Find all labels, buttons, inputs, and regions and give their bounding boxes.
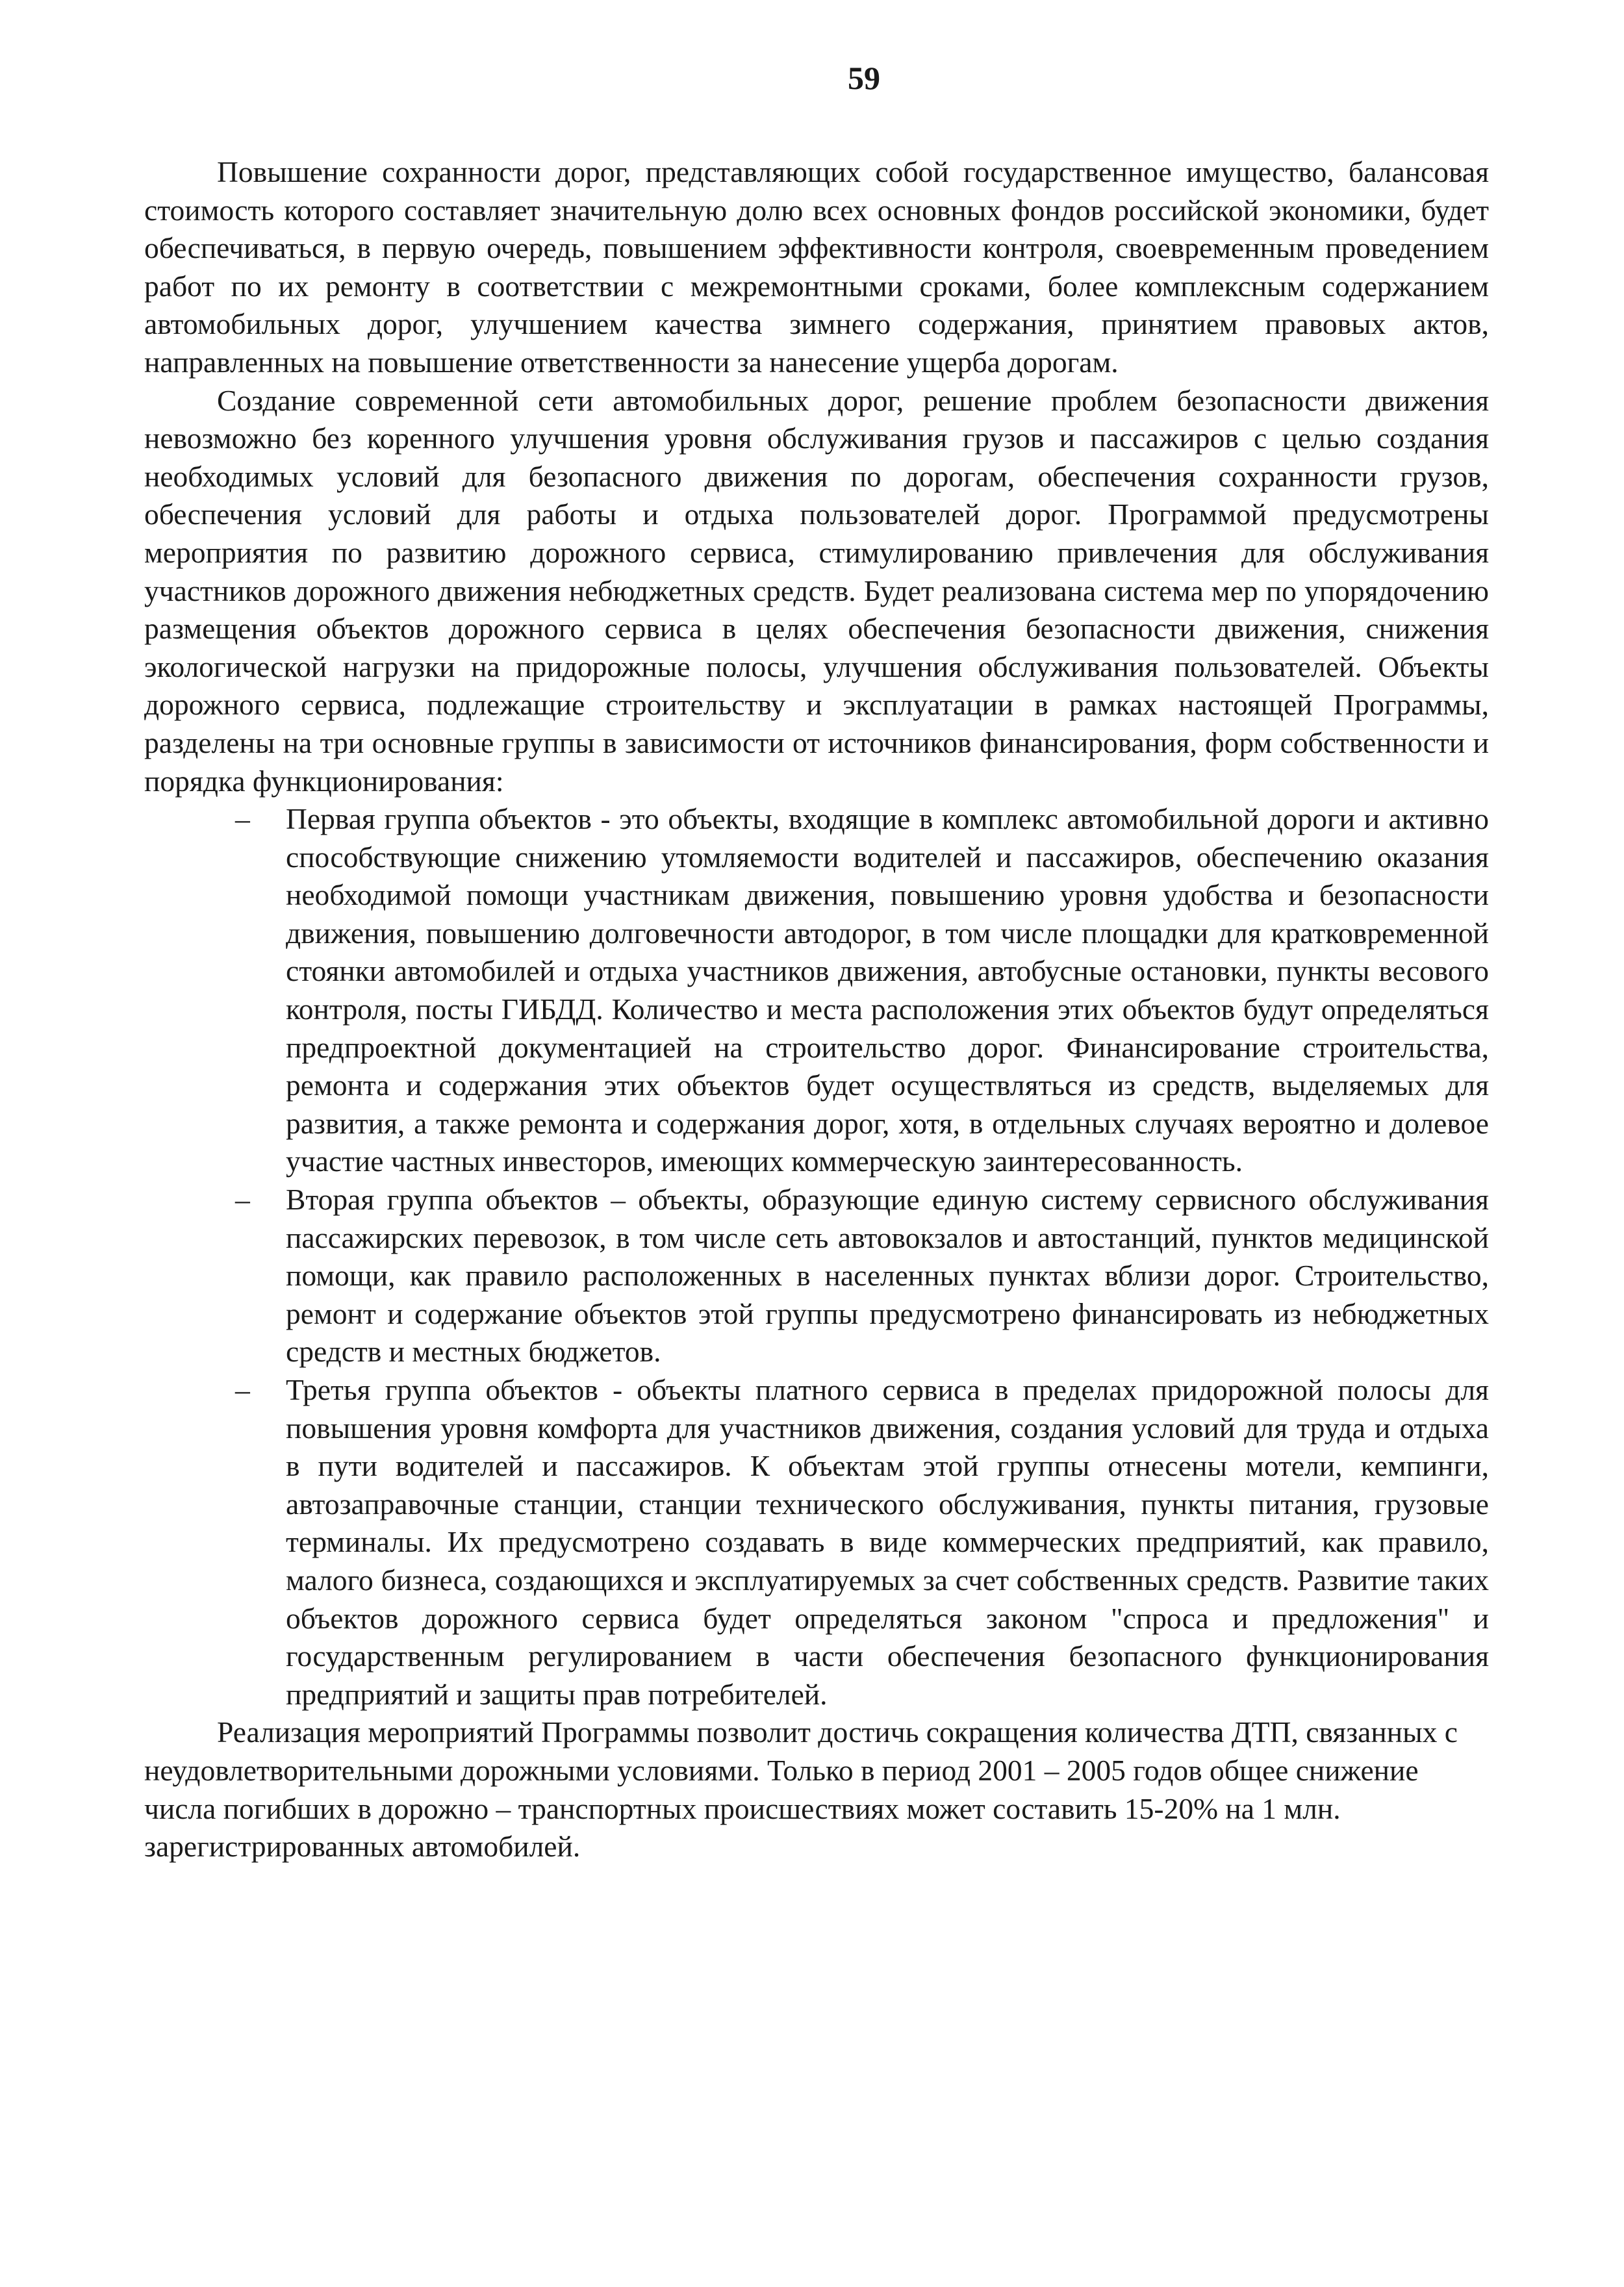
dash-marker: – (235, 1373, 250, 1406)
paragraph-road-preservation: Повышение сохранности дорог, представляющих собой государственное имущество, балансовая стоимость которого составляет значительную долю всех основных фондов российской экономики, будет обеспечиваться, в первую очередь, повышением эффективности контроля, своевременным проведением работ по их ремонту в соответствии с межремонтными сроками, более комплексным содержанием автомобильных дорог, улучшением качества зимнего содержания, принятием правовых актов, направленных на повышение ответственности за нанесение ущерба дорогам. (144, 155, 1489, 379)
dash-marker: – (235, 802, 250, 836)
paragraph-program-results: Реализация мероприятий Программы позволит достичь сокращения количества ДТП, связанных с неудовлетворительными дорожными условиями. Только в период 2001 – 2005 годов общее снижение числа погибших в дорожно – транспортных происшествиях может составить 15-20% на 1 млн. зарегистрированных автомобилей. (144, 1715, 1458, 1864)
document-body (144, 153, 1489, 1866)
dash-marker: – (235, 1183, 250, 1217)
paragraph-road-service: Создание современной сети автомобильных дорог, решение проблем безопасности движения невозможно без коренного улучшения уровня обслуживания грузов и пассажиров с целью создания необходимых условий для безопасного движения по дорогам, обеспечения сохранности грузов, обеспечения условий для работы и отдыха пользователей дорог. Программой предусмотрены мероприятия по развитию дорожного сервиса, стимулированию привлечения для обслуживания участников дорожного движения небюджетных средств. Будет реализована система мер по упорядочению размещения объектов дорожного сервиса в целях обеспечения безопасности движения, снижения экологической нагрузки на придорожные полосы, улучшения обслуживания пользователей. Объекты дорожного сервиса, подлежащие строительству и эксплуатации в рамках настоящей Программы, разделены на три основные группы в зависимости от источников финансирования, форм собственности и порядка функционирования: (144, 383, 1489, 798)
list-item-third-group (144, 1371, 1489, 1713)
list-item-second-group (144, 1181, 1489, 1371)
list-item-first-group (144, 800, 1489, 1181)
list-item-text: Первая группа объектов - это объекты, входящие в комплекс автомобильной дороги и активно способствующие снижению утомляемости водителей и пассажиров, обеспечению оказания необходимой помощи участникам движения, повышению уровня удобства и безопасности движения, повышению долговечности автодорог, в том числе площадки для кратковременной стоянки автомобилей и отдыха участников движения, автобусные остановки, пункты весового контроля, посты ГИБДД. Количество и места расположения этих объектов будут определяться предпроектной документацией на строительство дорог. Финансирование строительства, ремонта и содержания этих объектов будет осуществляться из средств, выделяемых для развития, а также ремонта и содержания дорог, хотя, в отдельных случаях вероятно и долевое участие частных инвесторов, имеющих коммерческую заинтересованность. (286, 802, 1489, 1178)
page-number: 59 (848, 60, 880, 96)
list-item-text: Вторая группа объектов – объекты, образующие единую систему сервисного обслуживания пассажирских перевозок, в том числе сеть автовокзалов и автостанций, пунктов медицинской помощи, как правило расположенных в населенных пунктах вблизи дорог. Строительство, ремонт и содержание объектов этой группы предусмотрено финансировать из небюджетных средств и местных бюджетов. (286, 1183, 1489, 1369)
list-item-text: Третья группа объектов - объекты платного сервиса в пределах придорожной полосы для повышения уровня комфорта для участников движения, создания условий для труда и отдыха в пути водителей и пассажиров. К объектам этой группы отнесены мотели, кемпинги, автозаправочные станции, станции технического обслуживания, пункты питания, грузовые терминалы. Их предусмотрено создавать в виде коммерческих предприятий, как правило, малого бизнеса, создающихся и эксплуатируемых за счет собственных средств. Развитие таких объектов дорожного сервиса будет определяться законом "спроса и предложения" и государственным регулированием в части обеспечения безопасного функционирования предприятий и защиты прав потребителей. (286, 1373, 1489, 1711)
service-groups-list (144, 800, 1489, 1713)
